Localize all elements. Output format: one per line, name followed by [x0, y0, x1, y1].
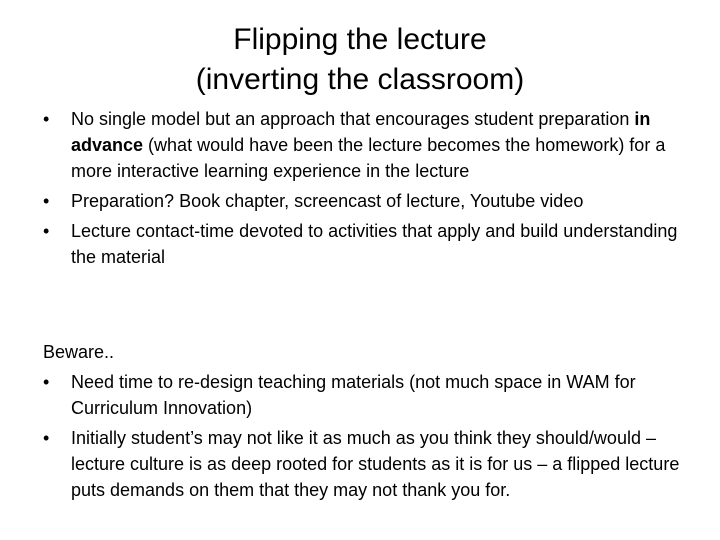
bullet-text: Lecture contact-time devoted to activities that apply and build understanding the material	[71, 221, 678, 267]
title-line-2: (inverting the classroom)	[195, 63, 525, 96]
main-bullet-list	[18, 106, 698, 274]
bullet-text: Preparation? Book chapter, screencast of lecture, Youtube video	[71, 191, 584, 211]
beware-heading: Beware..	[43, 342, 115, 362]
bullet-item	[18, 218, 698, 270]
bullet-item	[18, 188, 698, 214]
bullet-text-pre: No single model but an approach that encourages student preparation	[71, 109, 635, 129]
bullet-dot: •	[43, 372, 50, 392]
bullet-dot: •	[43, 109, 50, 129]
beware-bullet-list	[18, 369, 698, 507]
bullet-dot: •	[43, 221, 50, 241]
bullet-dot: •	[43, 428, 50, 448]
bullet-text: Initially student’s may not like it as much as you think they should/would – lecture culture is as deep rooted for students as it is for us – a flipped lecture puts demands on them that they may not thank you for.	[71, 428, 680, 500]
bullet-item	[18, 106, 698, 184]
bullet-text-bold: in advance	[71, 109, 651, 155]
bullet-item	[18, 425, 698, 503]
bullet-text: Need time to re-design teaching materials (not much space in WAM for Curriculum Innovation)	[71, 372, 636, 418]
bullet-dot: •	[43, 191, 50, 211]
slide-title	[40, 20, 680, 100]
bullet-item	[18, 369, 698, 421]
bullet-text-post: (what would have been the lecture becomes the homework) for a more interactive learning experience in the lecture	[71, 135, 666, 181]
title-line-1: Flipping the lecture	[233, 23, 487, 56]
